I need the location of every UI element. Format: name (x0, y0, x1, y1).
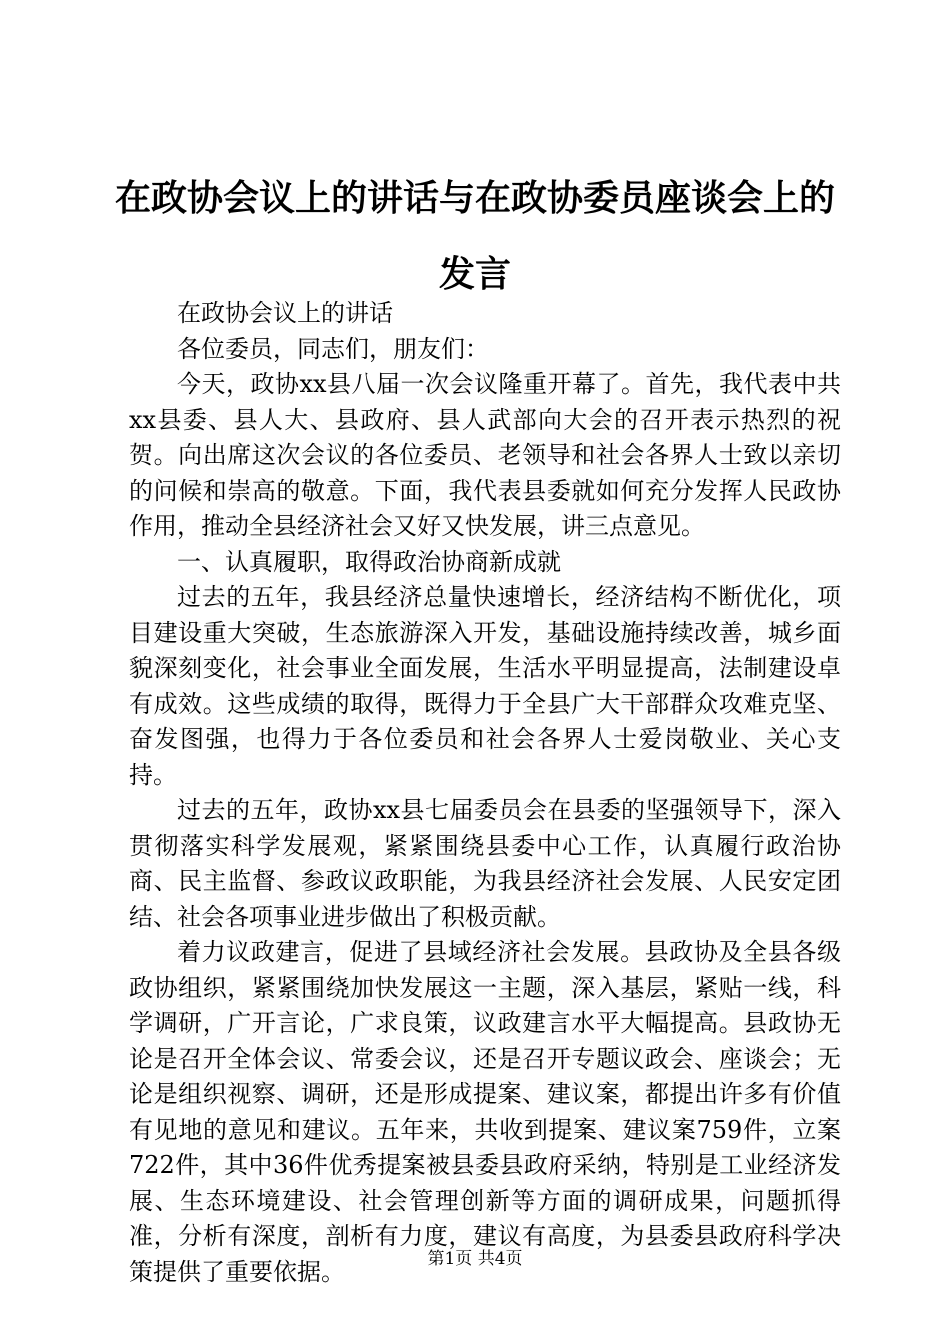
section-heading: 一、认真履职，取得政治协商新成就 (177, 547, 561, 576)
document-body (129, 296, 841, 1290)
paragraph: 今天，政协xx县八届一次会议隆重开幕了。首先，我代表中共xx县委、县人大、县政府、县人武部向大会的召开表示热烈的祝贺。向出席这次会议的各位委员、老领导和社会各界人士致以亲切的问候和崇高的敬意。下面，我代表县委就如何充分发挥人民政协作用，推动全县经济社会又好又快发展，讲三点意见。 (129, 370, 841, 540)
paragraph: 过去的五年，政协xx县七届委员会在县委的坚强领导下，深入贯彻落实科学发展观，紧紧围绕县委中心工作，认真履行政治协商、民主监督、参政议政职能，为我县经济社会发展、人民安定团结、社会各项事业进步做出了积极贡献。 (129, 796, 841, 931)
paragraph: 各位委员，同志们，朋友们： (177, 334, 489, 363)
document-title: 在政协会议上的讲话与在政协委员座谈会上的发言 (114, 177, 835, 295)
paragraph: 过去的五年，我县经济总量快速增长，经济结构不断优化，项目建设重大突破，生态旅游深入开发，基础设施持续改善，城乡面貌深刻变化，社会事业全面发展，生活水平明显提高，法制建设卓有成效。这些成绩的取得，既得力于全县广大干部群众攻难克坚、奋发图强，也得力于各位委员和社会各界人士爱岗敬业、关心支持。 (129, 583, 841, 789)
paragraph: 在政协会议上的讲话 (177, 299, 393, 327)
paragraph: 着力议政建言，促进了县域经济社会发展。县政协及全县各级政协组织，紧紧围绕加快发展这一主题，深入基层，紧贴一线，科学调研，广开言论，广求良策，议政建言水平大幅提高。县政协无论是召开全体会议、常委会议，还是召开专题议政会、座谈会；无论是组织视察、调研，还是形成提案、建议案，都提出许多有价值有见地的意见和建议。五年来，共收到提案、建议案759件，立案722件，其中36件优秀提案被县委县政府采纳，特别是工业经济发展、生态环境建设、社会管理创新等方面的调研成果，问题抓得准，分析有深度，剖析有力度，建议有高度，为县委县政府科学决策提供了重要依据。 (129, 938, 841, 1286)
page-footer: 第1页 共4页 (427, 1249, 523, 1269)
